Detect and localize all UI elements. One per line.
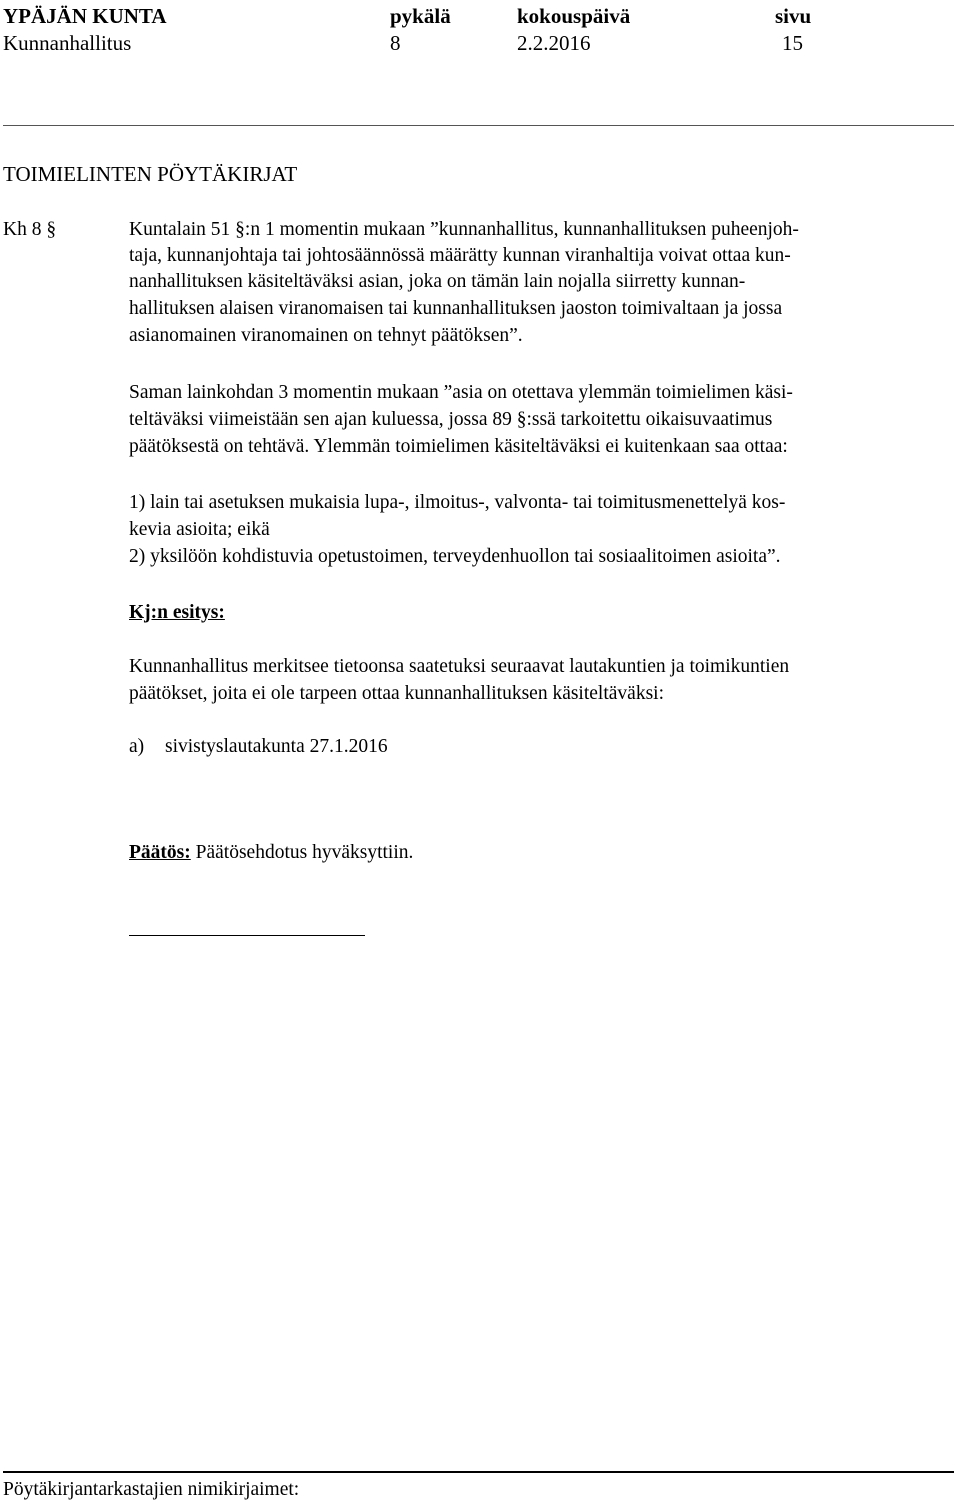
header-divider [3,125,954,126]
paragraph1-line: asianomainen viranomainen on tehnyt päätöksen”. [129,325,523,346]
decision [129,841,413,865]
list-item-line: kevia asioita; eikä [129,519,270,540]
paragraph1-line: nanhallituksen käsiteltäväksi asian, joka on tämän lain nojalla siirretty kunnan- [129,271,746,292]
proposal-text-line: päätökset, joita ei ole tarpeen ottaa kunnanhallituksen käsiteltäväksi: [129,683,664,704]
paragraph2-line: Saman lainkohdan 3 momentin mukaan ”asia on otettava ylemmän toimielimen käsi- [129,382,793,403]
meeting-date: 2.2.2016 [517,31,591,55]
proposal-item-text: sivistyslautakunta 27.1.2016 [165,736,388,757]
section-number: Kh 8 § [3,219,57,240]
pykala-column-label: pykälä [390,4,451,28]
paragraph1-line: Kuntalain 51 §:n 1 momentin mukaan ”kunnanhallitus, kunnanhallituksen puheenjoh- [129,219,799,240]
pykala-value: 8 [390,31,401,55]
proposal-text-line: Kunnanhallitus merkitsee tietoonsa saatetuksi seuraavat lautakuntien ja toimikuntien [129,656,790,677]
footer-divider [3,1471,954,1473]
page-number: 15 [782,31,803,55]
paragraph1-line: taja, kunnanjohtaja tai johtosäännössä määrätty kunnan viranhaltija voivat ottaa kun- [129,245,791,266]
decision-heading: Päätös: [129,842,191,863]
paragraph1-line: hallituksen alaisen viranomaisen tai kunnanhallituksen jaoston toimivaltaan ja jossa [129,298,783,319]
list-item-line: 1) lain tai asetuksen mukaisia lupa-, ilmoitus-, valvonta- tai toimitusmenettelyä kos- [129,492,786,513]
kokouspaiva-column-label: kokouspäivä [517,4,631,28]
paragraph2-line: päätöksestä on tehtävä. Ylemmän toimielimen käsiteltäväksi ei kuitenkaan saa ottaa: [129,436,788,457]
sivu-column-label: sivu [775,4,812,28]
municipality-name: YPÄJÄN KUNTA [3,4,167,28]
footer-label: Pöytäkirjantarkastajien nimikirjaimet: [3,1479,300,1500]
list-item-line: 2) yksilöön kohdistuvia opetustoimen, terveydenhuollon tai sosiaalitoimen asioita”. [129,546,781,567]
proposal-item-marker: a) [129,736,145,757]
proposal-heading: Kj:n esitys: [129,602,225,623]
body-name: Kunnanhallitus [3,31,132,55]
paragraph2-line: teltäväksi viimeistään sen ajan kuluessa, jossa 89 §:ssä tarkoitettu oikaisuvaatimus [129,409,773,430]
signature-line [129,935,365,936]
decision-text: Päätösehdotus hyväksyttiin. [195,842,414,863]
section-title: TOIMIELINTEN PÖYTÄKIRJAT [3,162,298,186]
